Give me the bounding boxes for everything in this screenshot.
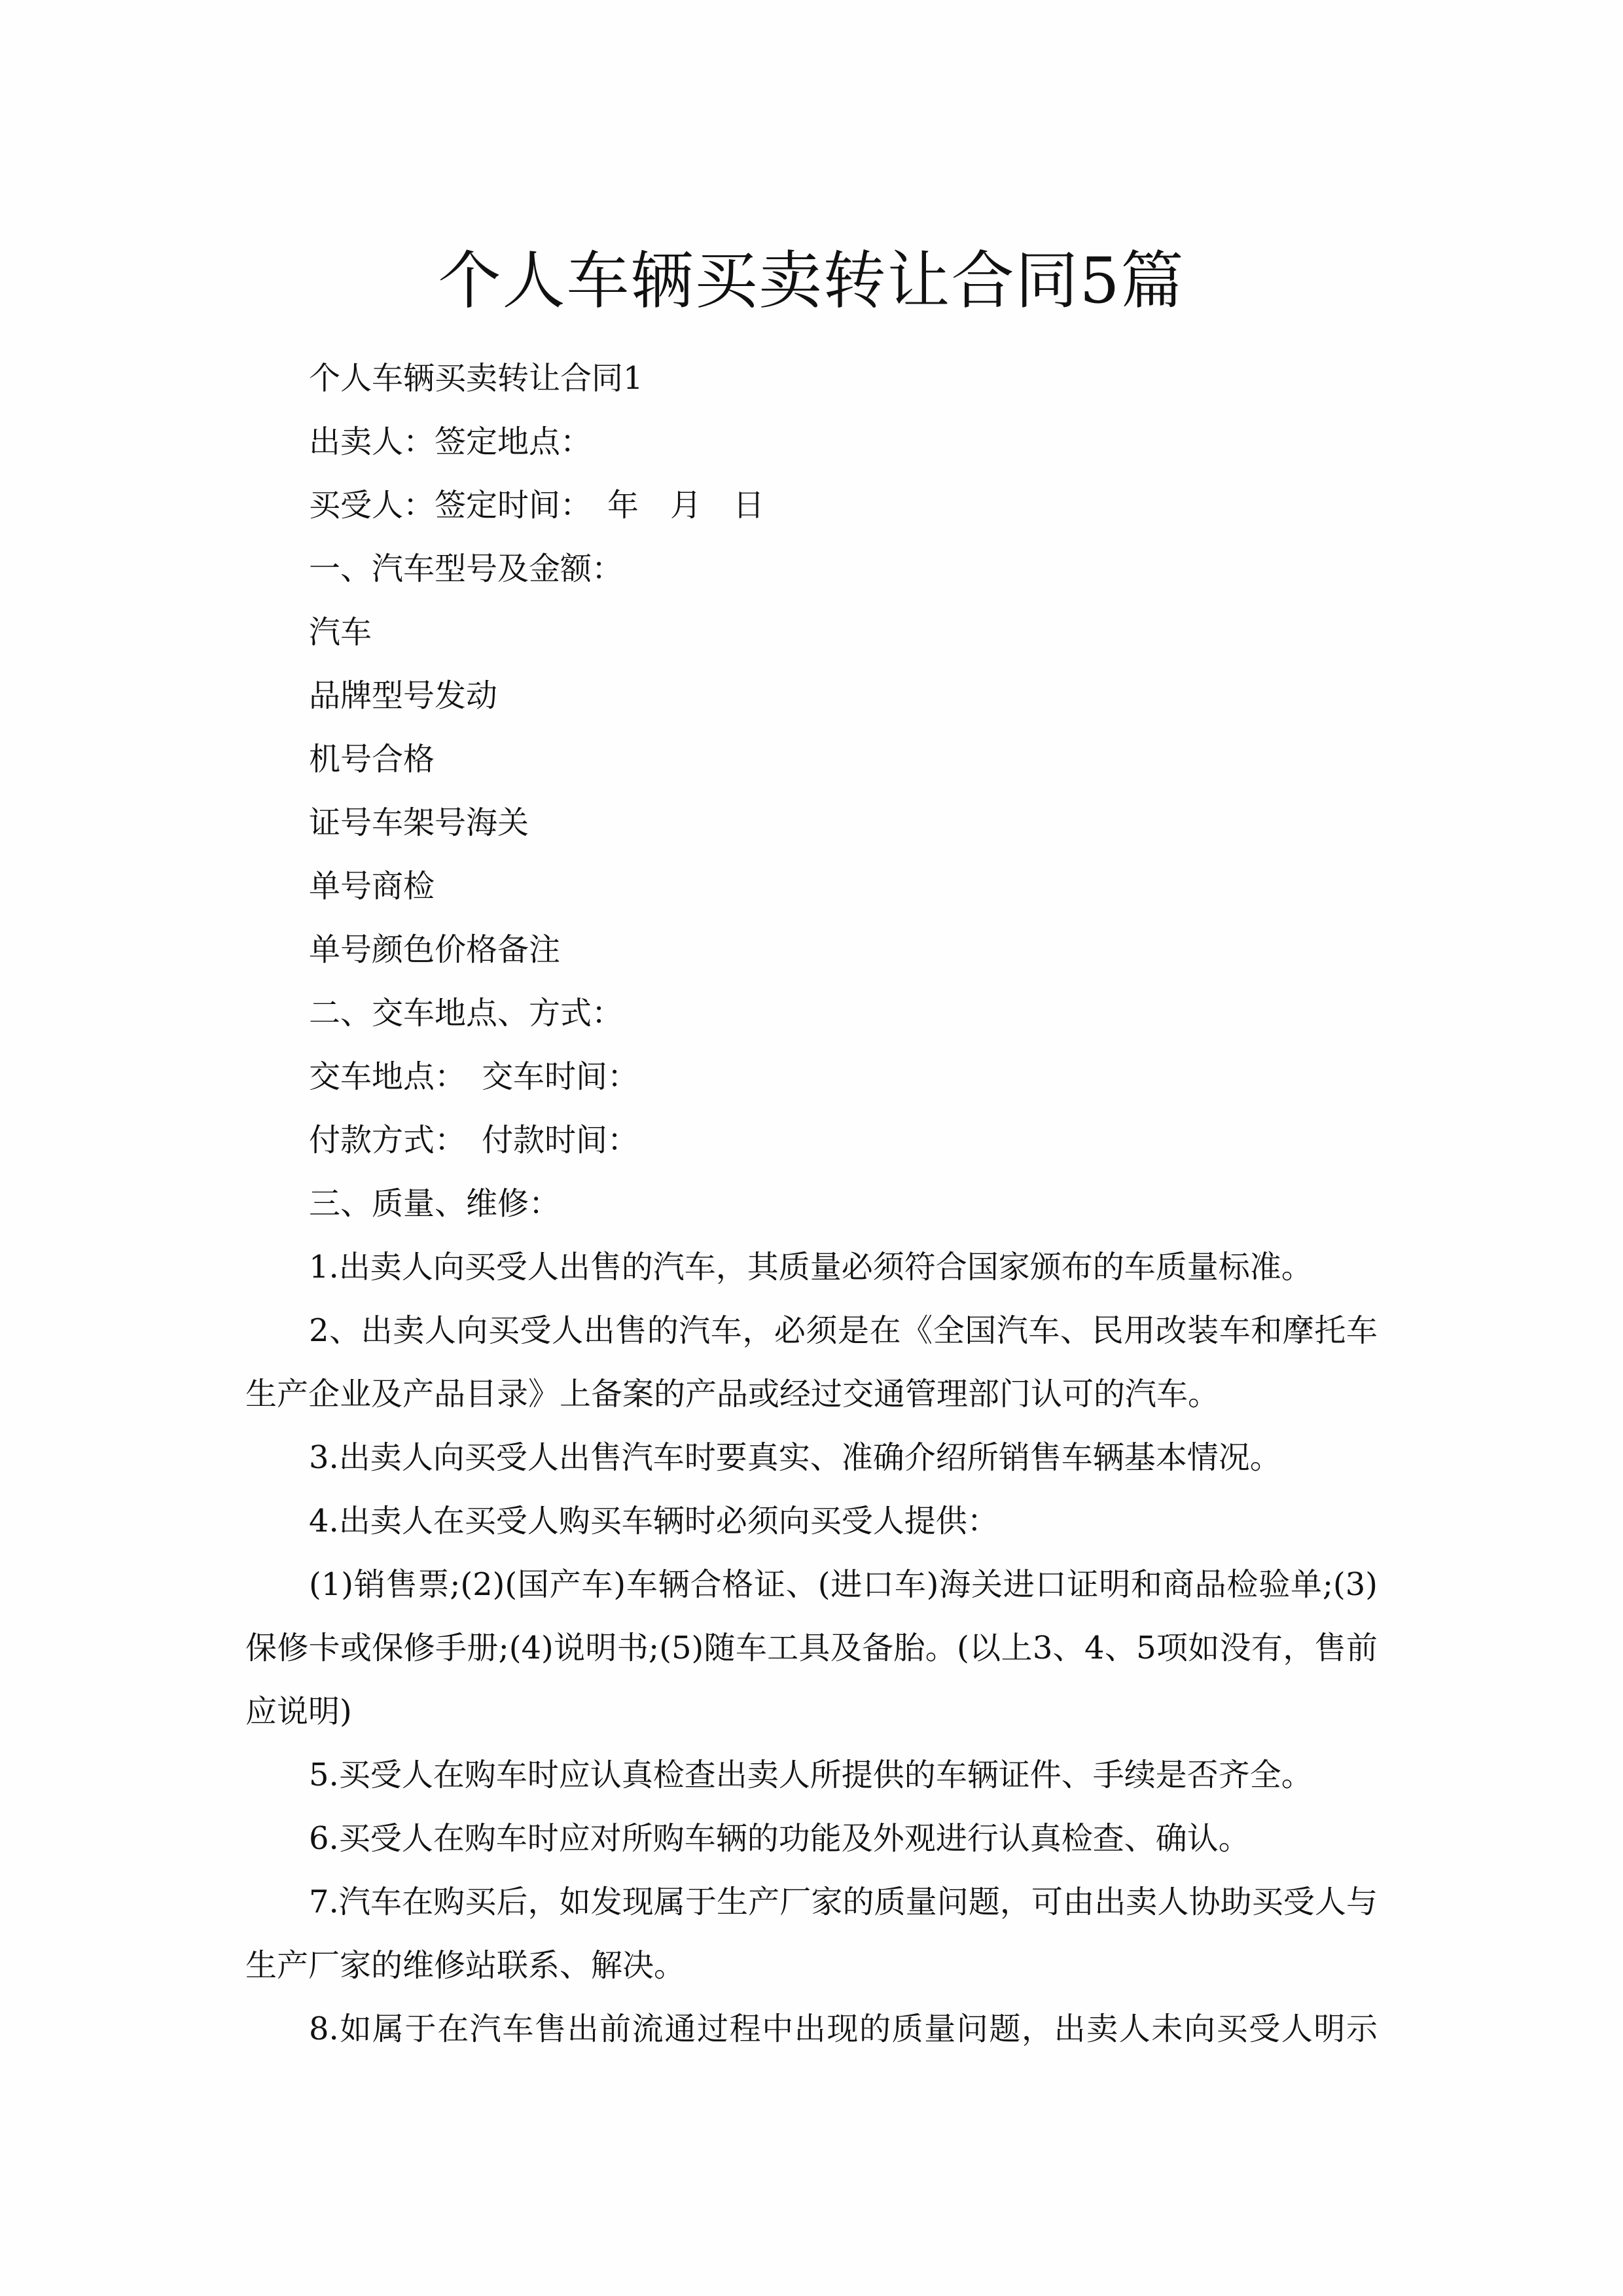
document-body (245, 347, 1378, 2061)
paragraph: 5.买受人在购车时应认真检查出卖人所提供的车辆证件、手续是否齐全。 (309, 1757, 1313, 1793)
section-heading-contract-1: 个人车辆买卖转让合同1 (309, 360, 643, 397)
paragraph: 交车地点： 交车时间： (309, 1058, 639, 1095)
paragraph: 单号颜色价格备注 (309, 931, 561, 968)
clause-heading-1: 一、汽车型号及金额： (309, 550, 624, 587)
paragraph: 证号车架号海关 (309, 804, 529, 841)
paragraph: 8.如属于在汽车售出前流通过程中出现的质量问题，出卖人未向买受人明示 (309, 2011, 1378, 2047)
paragraph: 汽车 (309, 614, 372, 651)
paragraph: 4.出卖人在买受人购买车辆时必须向买受人提供： (309, 1503, 999, 1539)
paragraph: 机号合格 (309, 741, 435, 778)
seller-line: 出卖人：签定地点： (309, 423, 592, 460)
paragraph: 3.出卖人向买受人出售汽车时要真实、准确介绍所销售车辆基本情况。 (309, 1439, 1281, 1476)
paragraph: 7.汽车在购买后，如发现属于生产厂家的质量问题，可由出卖人协助买受人与生产厂家的维修站联系、解决。 (245, 1884, 1378, 1984)
paragraph: (1)销售票;(2)(国产车)车辆合格证、(进口车)海关进口证明和商品检验单;(3)保修卡或保修手册;(4)说明书;(5)随车工具及备胎。(以上3、4、5项如没有，售前应说明) (245, 1566, 1378, 1730)
paragraph: 2、出卖人向买受人出售的汽车，必须是在《全国汽车、民用改装车和摩托车生产企业及产品目录》上备案的产品或经过交通管理部门认可的汽车。 (245, 1312, 1378, 1412)
clause-heading-2: 二、交车地点、方式： (309, 995, 624, 1031)
document-title: 个人车辆买卖转让合同5篇 (438, 244, 1185, 318)
buyer-line: 买受人：签定时间： 年 月 日 (309, 487, 765, 524)
paragraph: 1.出卖人向买受人出售的汽车，其质量必须符合国家颁布的车质量标准。 (309, 1249, 1313, 1285)
paragraph: 付款方式： 付款时间： (309, 1122, 639, 1158)
clause-heading-3: 三、质量、维修： (309, 1185, 561, 1222)
paragraph: 6.买受人在购车时应对所购车辆的功能及外观进行认真检查、确认。 (309, 1820, 1250, 1857)
paragraph: 单号商检 (309, 868, 435, 905)
paragraph: 品牌型号发动 (309, 677, 498, 714)
